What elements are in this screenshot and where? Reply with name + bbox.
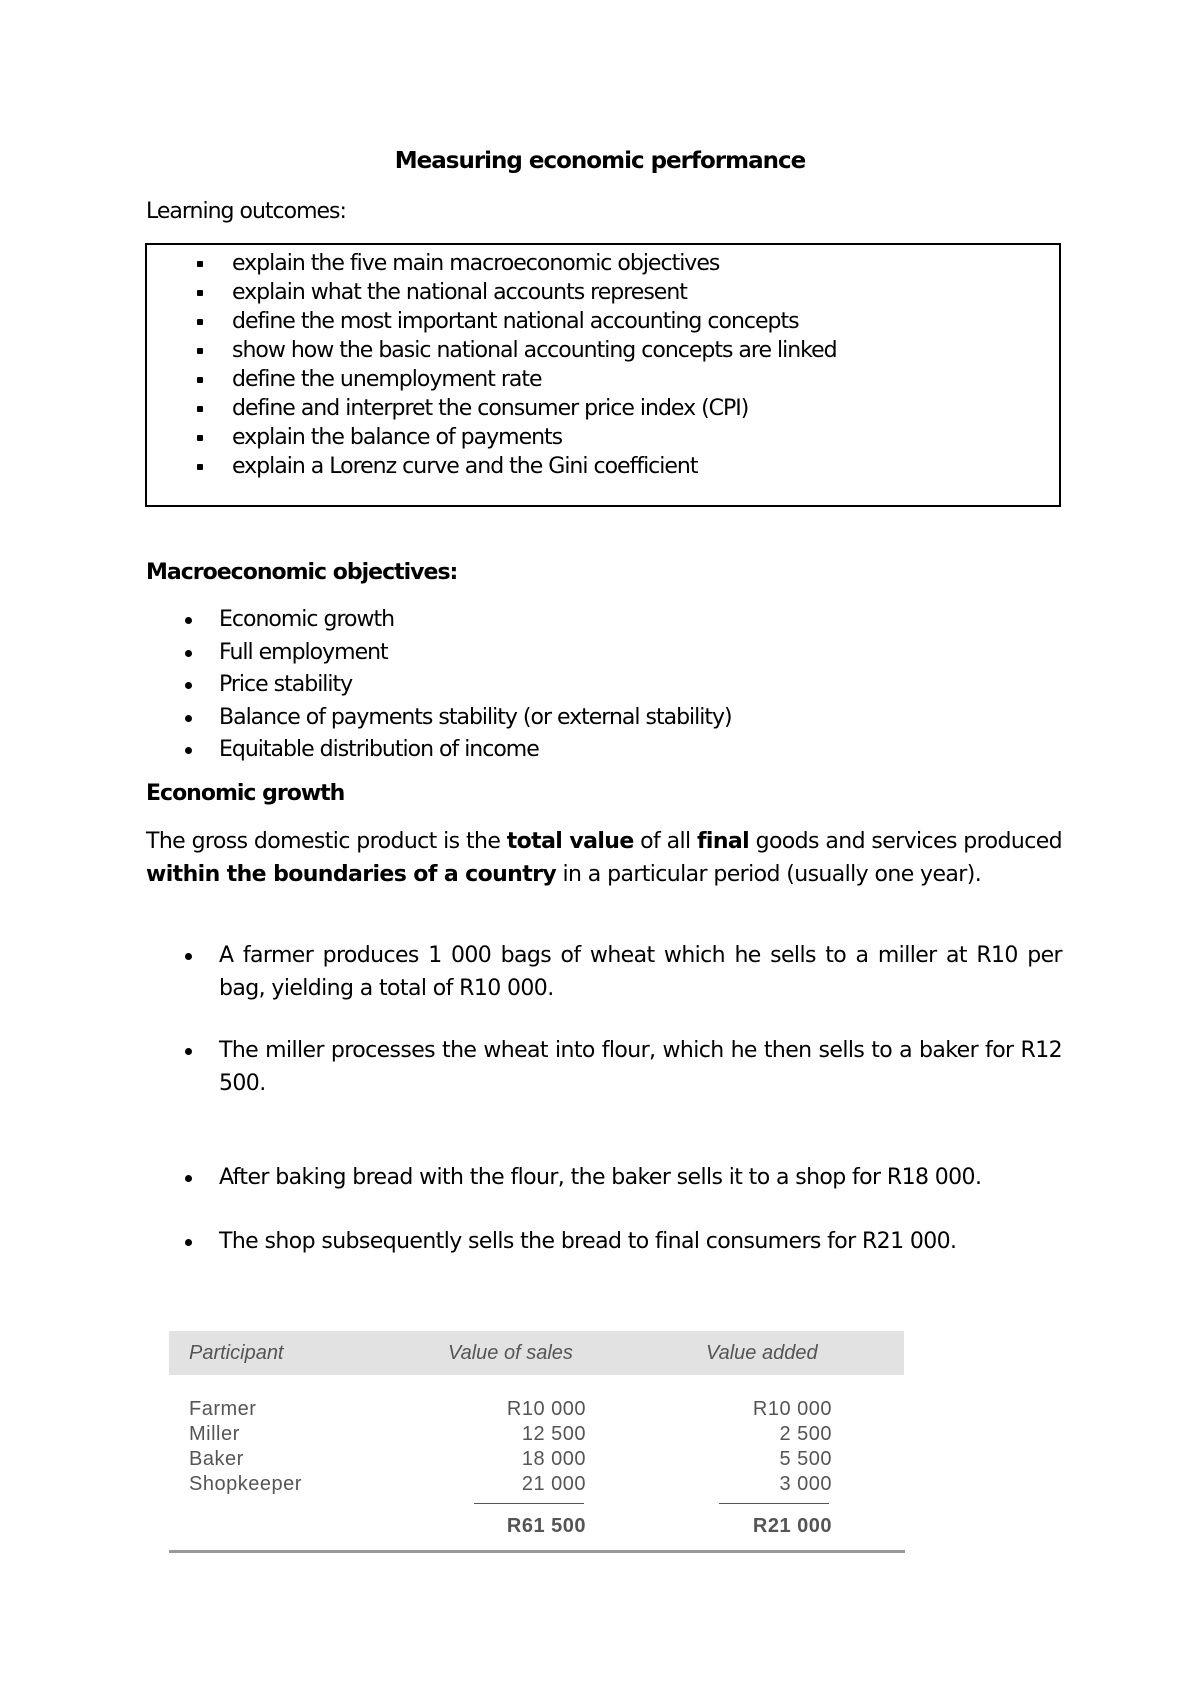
list-item: show how the basic national accounting concepts are linked <box>197 336 837 365</box>
header-participant: Participant <box>189 1342 284 1364</box>
gdp-text: of all <box>633 829 697 854</box>
value-added-table <box>169 1331 904 1552</box>
list-item: define the most important national accounting concepts <box>197 307 837 336</box>
learning-outcomes-list <box>197 249 837 481</box>
list-item: explain a Lorenz curve and the Gini coefficient <box>197 452 837 481</box>
table-row <box>169 1423 904 1448</box>
list-item: Balance of payments stability (or external stability) <box>185 702 732 735</box>
gdp-emphasis: final <box>696 829 750 854</box>
cell-participant: Miller <box>189 1423 240 1445</box>
table-bottom-rule <box>169 1550 905 1553</box>
macro-objectives-list <box>185 604 732 767</box>
gdp-definition <box>146 826 1062 891</box>
list-item: Economic growth <box>185 604 732 637</box>
list-item: define and interpret the consumer price index (CPI) <box>197 394 837 423</box>
cell-value-added: 5 500 <box>779 1448 832 1470</box>
gdp-text: goods and services produced <box>749 829 1062 854</box>
gdp-emphasis: total value <box>506 829 634 854</box>
table-row <box>169 1473 904 1498</box>
gdp-emphasis: within the boundaries of a country <box>146 861 557 887</box>
subtotal-rule <box>719 1503 829 1504</box>
learning-outcomes-label: Learning outcomes: <box>146 199 346 224</box>
cell-participant: Shopkeeper <box>189 1473 302 1495</box>
cell-value-of-sales: 21 000 <box>521 1473 586 1495</box>
page-title: Measuring economic performance <box>394 148 806 174</box>
list-item: explain the balance of payments <box>197 423 837 452</box>
table-header <box>169 1331 904 1375</box>
list-item: define the unemployment rate <box>197 365 837 394</box>
cell-participant: Farmer <box>189 1398 257 1420</box>
cell-total-value-added: R21 000 <box>752 1515 832 1537</box>
list-item: Full employment <box>185 637 732 670</box>
example-baker: After baking bread with the flour, the baker sells it to a shop for R18 000. <box>185 1162 1062 1195</box>
example-miller: The miller processes the wheat into flour, which he then sells to a baker for R12 500. <box>185 1035 1062 1100</box>
table-row <box>169 1448 904 1473</box>
economic-growth-heading: Economic growth <box>146 781 345 806</box>
cell-value-added: R10 000 <box>752 1398 832 1420</box>
gdp-text: The gross domestic product is the <box>146 829 507 854</box>
subtotal-rule <box>474 1503 584 1504</box>
header-value-added: Value added <box>706 1342 818 1364</box>
table-row <box>169 1398 904 1423</box>
macro-objectives-heading: Macroeconomic objectives: <box>146 560 458 585</box>
table-total-row <box>169 1515 904 1540</box>
gdp-text: in a particular period (usually one year). <box>556 861 982 887</box>
list-item: explain what the national accounts represent <box>197 278 837 307</box>
cell-participant: Baker <box>189 1448 244 1470</box>
list-item: Price stability <box>185 669 732 702</box>
list-item: explain the five main macroeconomic objectives <box>197 249 837 278</box>
cell-value-added: 2 500 <box>779 1423 832 1445</box>
list-item: Equitable distribution of income <box>185 734 732 767</box>
example-shop: The shop subsequently sells the bread to final consumers for R21 000. <box>185 1226 1062 1259</box>
cell-value-added: 3 000 <box>779 1473 832 1495</box>
header-value-of-sales: Value of sales <box>448 1342 573 1364</box>
cell-value-of-sales: R10 000 <box>506 1398 586 1420</box>
cell-value-of-sales: 18 000 <box>521 1448 586 1470</box>
example-farmer: A farmer produces 1 000 bags of wheat which he sells to a miller at R10 per bag, yielding a total of R10 000. <box>185 940 1062 1005</box>
cell-total-sales: R61 500 <box>506 1515 586 1537</box>
learning-outcomes-box <box>145 243 1061 507</box>
cell-value-of-sales: 12 500 <box>521 1423 586 1445</box>
